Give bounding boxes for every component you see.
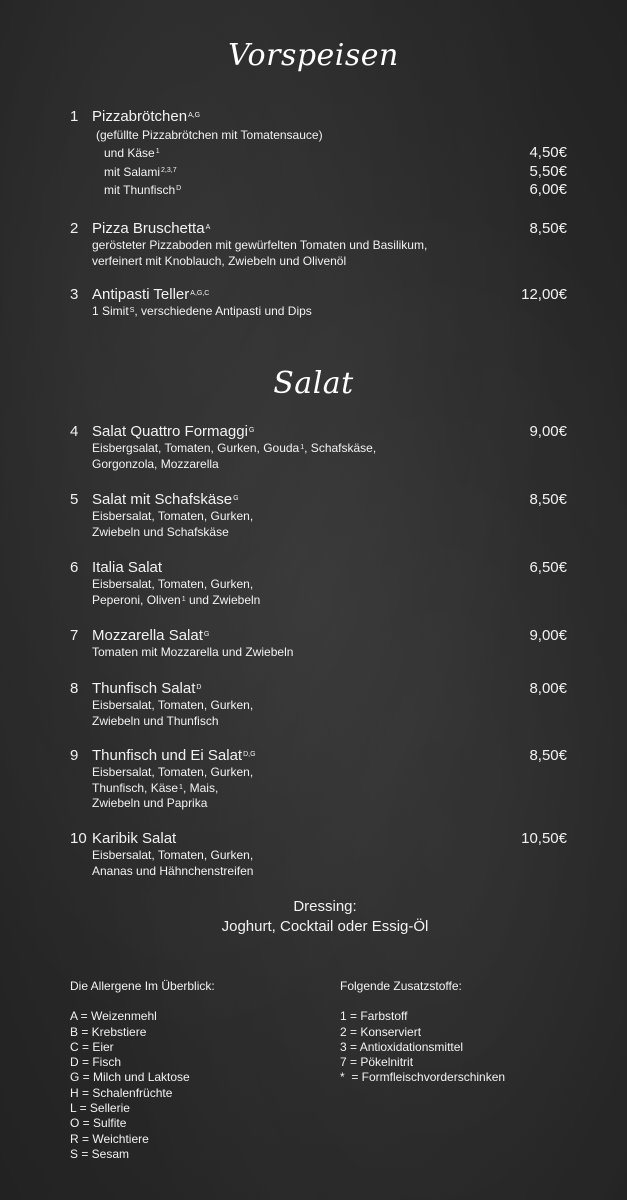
item-description: Eisbersalat, Tomaten, Gurken, (92, 765, 254, 779)
allergen-entry: A = Weizenmehl (70, 1009, 157, 1024)
item-name: Salat Quattro Formaggi (92, 423, 248, 440)
item-description: Ananas und Hähnchenstreifen (92, 863, 254, 878)
allergen-entry: B = Krebstiere (70, 1024, 147, 1039)
section-title-salat: Salat (273, 366, 354, 401)
item-number: 2 (70, 220, 79, 237)
additive-entry: 7 = Pökelnitrit (340, 1055, 414, 1070)
item-number: 10 (70, 830, 87, 847)
allergen-codes: G (233, 495, 239, 502)
additive-entry: * = Formfleischvorderschinken (340, 1070, 506, 1085)
item-description: Eisbergsalat, Tomaten, Gurken, Gouda$^1$, Schafskäse, (92, 441, 377, 455)
item-number: 3 (70, 286, 79, 303)
item-price: 10,50€ (521, 830, 567, 847)
item-price: 6,50€ (529, 559, 567, 576)
item-description: 1 Simit$^S$, verschiedene Antipasti und Dips (92, 304, 312, 318)
allergen-entry: D = Fisch (70, 1055, 122, 1070)
item-name: Karibik Salat (92, 830, 177, 847)
item-description: Peperoni, Oliven$^1$ und Zwiebeln (92, 592, 261, 607)
allergen-entry: L = Sellerie (70, 1101, 130, 1116)
additive-entry: 2 = Konserviert (340, 1024, 422, 1039)
item-description: gerösteter Pizzaboden mit gewürfelten Tomaten und Basilikum, (92, 238, 428, 252)
allergen-codes: D (196, 684, 202, 691)
allergen-codes: G (203, 631, 210, 638)
menu-item-thunfisch-ei-salat (70, 746, 567, 812)
item-description: Zwiebeln und Schafskäse (92, 524, 229, 539)
menu-item-mozzarella-salat (70, 626, 567, 661)
item-price: 8,50€ (529, 220, 567, 237)
menu-item-italia-salat (70, 558, 567, 608)
variant-row: mit Salami$^{2,3,7}$ 5,50€ (104, 162, 567, 180)
item-price: 9,00€ (529, 423, 567, 440)
item-number: 6 (70, 559, 79, 576)
item-name: Italia Salat (92, 559, 163, 576)
item-number: 7 (70, 627, 79, 644)
item-description: Eisbersalat, Tomaten, Gurken, (92, 509, 254, 523)
allergen-entry: C = Eier (70, 1039, 114, 1054)
allergen-codes: D,G (243, 751, 256, 758)
allergen-entry: O = Sulfite (70, 1116, 127, 1131)
variant-row: und Käse$^1$ 4,50€ (104, 144, 567, 161)
item-price: 12,00€ (521, 286, 567, 303)
section-title-vorspeisen: Vorspeisen (228, 38, 399, 73)
additives-legend-title: Folgende Zusatzstoffe: (340, 979, 462, 993)
item-price: 8,00€ (529, 680, 567, 697)
item-name: Salat mit Schafskäse (92, 491, 233, 508)
item-name: Thunfisch Salat (92, 680, 196, 697)
allergen-entry: G = Milch und Laktose (70, 1070, 190, 1085)
allergen-entry: S = Sesam (70, 1146, 130, 1161)
allergen-legend (70, 979, 215, 1162)
variant-row: mit Thunfisch$^D$ 6,00€ (104, 181, 567, 198)
item-price: 6,00€ (529, 181, 567, 198)
item-number: 9 (70, 747, 79, 764)
item-price: 4,50€ (529, 144, 567, 161)
item-description: Zwiebeln und Thunfisch (92, 713, 219, 728)
item-name: Mozzarella Salat (92, 627, 203, 644)
item-number: 1 (70, 108, 79, 125)
allergen-codes: A (205, 224, 211, 231)
item-description: Thunfisch, Käse$^1$, Mais, (92, 780, 219, 795)
menu-item-thunfisch-salat (70, 679, 567, 729)
item-description: Eisbersalat, Tomaten, Gurken, (92, 698, 254, 712)
item-description: Zwiebeln und Paprika (92, 796, 208, 810)
menu-item-antipasti (70, 285, 567, 320)
additive-entry: 1 = Farbstoff (340, 1009, 408, 1024)
allergen-codes: G (248, 427, 255, 434)
dressing-options: Joghurt, Cocktail oder Essig-Öl (221, 918, 429, 935)
allergen-entry: H = Schalenfrüchte (70, 1085, 173, 1100)
additives-legend (340, 979, 505, 1086)
item-name: Pizza Bruschetta (92, 220, 205, 237)
item-number: 4 (70, 423, 79, 440)
item-number: 8 (70, 680, 79, 697)
item-name: Pizzabrötchen (92, 108, 188, 125)
allergen-entry: R = Weichtiere (70, 1131, 149, 1146)
menu-item-bruschetta (70, 219, 567, 269)
item-name: Thunfisch und Ei Salat (92, 747, 243, 764)
dressing-label: Dressing: (293, 898, 357, 915)
item-description: Tomaten mit Mozzarella und Zwiebeln (92, 645, 294, 659)
menu-item-salat-schafskaese (70, 490, 567, 540)
additive-entry: 3 = Antioxidationsmittel (340, 1039, 464, 1054)
item-price: 8,50€ (529, 747, 567, 764)
menu-item-pizzabroetchen (70, 107, 567, 200)
menu-item-salat-quattro-formaggi (70, 422, 567, 472)
allergen-codes: A,G,C (190, 290, 210, 297)
item-description: Eisbersalat, Tomaten, Gurken, (92, 848, 254, 862)
item-price: 5,50€ (529, 162, 567, 180)
allergen-legend-title: Die Allergene Im Überblick: (70, 979, 215, 993)
item-price: 8,50€ (529, 491, 567, 508)
allergen-codes: A,G (188, 112, 201, 119)
item-description: (gefüllte Pizzabrötchen mit Tomatensauce) (96, 128, 323, 142)
menu-item-karibik-salat (70, 829, 567, 879)
item-price: 9,00€ (529, 627, 567, 644)
item-description: Gorgonzola, Mozzarella (92, 456, 219, 471)
dressing-block (0, 897, 627, 937)
item-number: 5 (70, 491, 79, 508)
item-name: Antipasti Teller (92, 286, 190, 303)
item-description: verfeinert mit Knoblauch, Zwiebeln und Olivenöl (92, 253, 347, 268)
item-description: Eisbersalat, Tomaten, Gurken, (92, 577, 254, 591)
